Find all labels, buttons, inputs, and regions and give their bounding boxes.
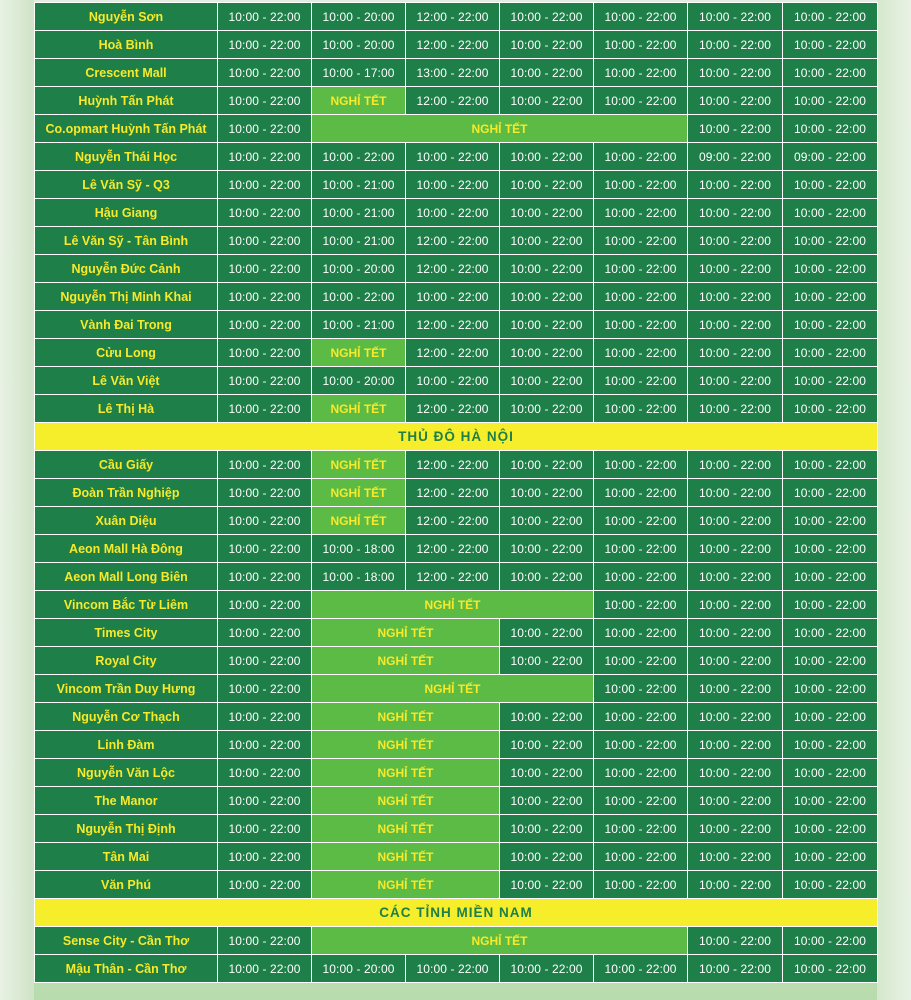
hours-cell: 10:00 - 22:00 xyxy=(783,871,878,899)
store-name: Aeon Mall Long Biên xyxy=(35,563,218,591)
store-row xyxy=(35,675,878,703)
hours-cell: 10:00 - 22:00 xyxy=(500,787,594,815)
hours-cell: 10:00 - 17:00 xyxy=(312,59,406,87)
store-name: Xuân Diệu xyxy=(35,507,218,535)
hours-cell: 10:00 - 22:00 xyxy=(594,227,688,255)
hours-cell: 10:00 - 22:00 xyxy=(783,843,878,871)
hours-cell: 10:00 - 22:00 xyxy=(500,955,594,983)
hours-cell: 10:00 - 22:00 xyxy=(500,619,594,647)
hours-cell: 10:00 - 22:00 xyxy=(783,367,878,395)
hours-cell: 10:00 - 22:00 xyxy=(218,815,312,843)
hours-cell: 10:00 - 22:00 xyxy=(312,283,406,311)
store-name: Aeon Mall Hà Đông xyxy=(35,535,218,563)
store-name: Nguyễn Thị Minh Khai xyxy=(35,283,218,311)
hours-cell: 10:00 - 22:00 xyxy=(688,675,783,703)
hours-cell: 10:00 - 22:00 xyxy=(688,647,783,675)
store-row xyxy=(35,3,878,31)
hours-cell: 09:00 - 22:00 xyxy=(688,143,783,171)
store-name: Nguyễn Văn Lộc xyxy=(35,759,218,787)
hours-cell: 12:00 - 22:00 xyxy=(406,339,500,367)
hours-cell: 12:00 - 22:00 xyxy=(406,535,500,563)
hours-cell: 10:00 - 22:00 xyxy=(594,59,688,87)
hours-cell: 10:00 - 18:00 xyxy=(312,563,406,591)
hours-cell: 10:00 - 22:00 xyxy=(783,479,878,507)
hours-cell: 10:00 - 22:00 xyxy=(594,339,688,367)
hours-cell: 10:00 - 22:00 xyxy=(218,87,312,115)
hours-cell: 10:00 - 22:00 xyxy=(688,451,783,479)
hours-cell: 10:00 - 22:00 xyxy=(218,199,312,227)
hours-cell: 10:00 - 22:00 xyxy=(688,479,783,507)
hours-cell: 10:00 - 22:00 xyxy=(406,283,500,311)
hours-cell: 10:00 - 22:00 xyxy=(594,31,688,59)
hours-cell: 09:00 - 22:00 xyxy=(783,143,878,171)
hours-cell: 10:00 - 22:00 xyxy=(688,843,783,871)
hours-cell: 10:00 - 22:00 xyxy=(783,703,878,731)
store-name: Lê Văn Sỹ - Q3 xyxy=(35,171,218,199)
store-name: Nguyễn Cơ Thạch xyxy=(35,703,218,731)
closed-cell: NGHỈ TẾT xyxy=(312,87,406,115)
region-header-row xyxy=(35,423,878,451)
hours-cell: 10:00 - 22:00 xyxy=(218,255,312,283)
hours-cell: 10:00 - 22:00 xyxy=(688,199,783,227)
hours-cell: 10:00 - 22:00 xyxy=(594,479,688,507)
hours-cell: 10:00 - 22:00 xyxy=(500,871,594,899)
hours-cell: 10:00 - 22:00 xyxy=(594,871,688,899)
closed-cell: NGHỈ TẾT xyxy=(312,759,500,787)
hours-cell: 10:00 - 22:00 xyxy=(783,3,878,31)
store-row xyxy=(35,395,878,423)
hours-cell: 10:00 - 22:00 xyxy=(594,787,688,815)
store-name: Times City xyxy=(35,619,218,647)
hours-cell: 10:00 - 22:00 xyxy=(406,955,500,983)
hours-cell: 10:00 - 22:00 xyxy=(500,479,594,507)
hours-cell: 10:00 - 22:00 xyxy=(218,339,312,367)
hours-cell: 10:00 - 22:00 xyxy=(218,675,312,703)
store-name: Vành Đai Trong xyxy=(35,311,218,339)
hours-cell: 10:00 - 22:00 xyxy=(500,3,594,31)
hours-cell: 12:00 - 22:00 xyxy=(406,227,500,255)
closed-cell: NGHỈ TẾT xyxy=(312,395,406,423)
hours-cell: 10:00 - 22:00 xyxy=(688,955,783,983)
closed-cell: NGHỈ TẾT xyxy=(312,871,500,899)
hours-cell: 12:00 - 22:00 xyxy=(406,507,500,535)
hours-cell: 10:00 - 22:00 xyxy=(218,591,312,619)
store-row xyxy=(35,927,878,955)
store-name: Linh Đàm xyxy=(35,731,218,759)
store-row xyxy=(35,759,878,787)
hours-cell: 10:00 - 22:00 xyxy=(218,451,312,479)
hours-cell: 10:00 - 22:00 xyxy=(783,591,878,619)
hours-cell: 10:00 - 22:00 xyxy=(218,115,312,143)
hours-cell: 10:00 - 22:00 xyxy=(218,143,312,171)
hours-cell: 10:00 - 22:00 xyxy=(500,283,594,311)
hours-cell: 10:00 - 22:00 xyxy=(688,535,783,563)
hours-cell: 10:00 - 22:00 xyxy=(783,199,878,227)
hours-cell: 10:00 - 22:00 xyxy=(500,759,594,787)
hours-cell: 10:00 - 22:00 xyxy=(218,507,312,535)
store-name: Co.opmart Huỳnh Tấn Phát xyxy=(35,115,218,143)
hours-cell: 10:00 - 22:00 xyxy=(594,143,688,171)
hours-cell: 10:00 - 22:00 xyxy=(500,507,594,535)
hours-cell: 10:00 - 22:00 xyxy=(688,339,783,367)
hours-cell: 10:00 - 22:00 xyxy=(218,479,312,507)
hours-cell: 10:00 - 18:00 xyxy=(312,535,406,563)
store-name: Nguyễn Sơn xyxy=(35,3,218,31)
hours-cell: 10:00 - 22:00 xyxy=(783,115,878,143)
hours-cell: 10:00 - 22:00 xyxy=(500,451,594,479)
hours-cell: 10:00 - 22:00 xyxy=(783,451,878,479)
hours-cell: 10:00 - 22:00 xyxy=(594,395,688,423)
store-row xyxy=(35,87,878,115)
store-row xyxy=(35,311,878,339)
hours-cell: 10:00 - 22:00 xyxy=(594,283,688,311)
hours-cell: 12:00 - 22:00 xyxy=(406,31,500,59)
hours-cell: 10:00 - 22:00 xyxy=(500,143,594,171)
hours-cell: 10:00 - 22:00 xyxy=(218,59,312,87)
hours-cell: 10:00 - 22:00 xyxy=(500,31,594,59)
hours-cell: 10:00 - 22:00 xyxy=(688,283,783,311)
hours-cell: 10:00 - 22:00 xyxy=(218,731,312,759)
store-row xyxy=(35,955,878,983)
hours-cell: 10:00 - 22:00 xyxy=(406,143,500,171)
hours-cell: 10:00 - 22:00 xyxy=(500,731,594,759)
hours-cell: 10:00 - 22:00 xyxy=(783,787,878,815)
hours-cell: 10:00 - 22:00 xyxy=(594,451,688,479)
hours-cell: 10:00 - 22:00 xyxy=(500,59,594,87)
store-name: Mậu Thân - Cần Thơ xyxy=(35,955,218,983)
store-name: Crescent Mall xyxy=(35,59,218,87)
closed-cell: NGHỈ TẾT xyxy=(312,927,688,955)
hours-cell: 10:00 - 22:00 xyxy=(218,367,312,395)
hours-cell: 12:00 - 22:00 xyxy=(406,563,500,591)
hours-cell: 10:00 - 22:00 xyxy=(406,171,500,199)
hours-cell: 10:00 - 22:00 xyxy=(218,3,312,31)
hours-cell: 10:00 - 22:00 xyxy=(594,563,688,591)
hours-cell: 10:00 - 22:00 xyxy=(783,227,878,255)
hours-cell: 10:00 - 22:00 xyxy=(500,843,594,871)
hours-cell: 10:00 - 22:00 xyxy=(688,787,783,815)
hours-cell: 12:00 - 22:00 xyxy=(406,451,500,479)
closed-cell: NGHỈ TẾT xyxy=(312,619,500,647)
hours-cell: 10:00 - 21:00 xyxy=(312,199,406,227)
hours-cell: 12:00 - 22:00 xyxy=(406,395,500,423)
closed-cell: NGHỈ TẾT xyxy=(312,703,500,731)
hours-cell: 10:00 - 22:00 xyxy=(688,731,783,759)
hours-cell: 10:00 - 22:00 xyxy=(594,535,688,563)
closed-cell: NGHỈ TẾT xyxy=(312,731,500,759)
store-row xyxy=(35,143,878,171)
hours-cell: 12:00 - 22:00 xyxy=(406,87,500,115)
hours-cell: 10:00 - 22:00 xyxy=(688,703,783,731)
hours-cell: 10:00 - 22:00 xyxy=(218,787,312,815)
hours-cell: 10:00 - 20:00 xyxy=(312,3,406,31)
hours-cell: 10:00 - 22:00 xyxy=(688,871,783,899)
store-name: Đoàn Trần Nghiệp xyxy=(35,479,218,507)
hours-cell: 10:00 - 22:00 xyxy=(312,143,406,171)
hours-cell: 10:00 - 22:00 xyxy=(500,703,594,731)
hours-cell: 10:00 - 22:00 xyxy=(594,199,688,227)
hours-cell: 10:00 - 22:00 xyxy=(218,647,312,675)
hours-cell: 10:00 - 22:00 xyxy=(218,535,312,563)
hours-cell: 10:00 - 22:00 xyxy=(783,731,878,759)
closed-cell: NGHỈ TẾT xyxy=(312,675,594,703)
hours-cell: 10:00 - 22:00 xyxy=(688,759,783,787)
closed-cell: NGHỈ TẾT xyxy=(312,815,500,843)
hours-cell: 10:00 - 22:00 xyxy=(218,619,312,647)
store-row xyxy=(35,619,878,647)
hours-cell: 10:00 - 22:00 xyxy=(594,3,688,31)
store-row xyxy=(35,59,878,87)
hours-cell: 10:00 - 22:00 xyxy=(594,87,688,115)
hours-cell: 10:00 - 22:00 xyxy=(500,87,594,115)
store-name: Văn Phú xyxy=(35,871,218,899)
hours-cell: 10:00 - 22:00 xyxy=(783,59,878,87)
store-name: Tân Mai xyxy=(35,843,218,871)
hours-cell: 10:00 - 22:00 xyxy=(783,339,878,367)
store-row xyxy=(35,199,878,227)
store-name: Lê Thị Hà xyxy=(35,395,218,423)
store-row xyxy=(35,563,878,591)
hours-cell: 10:00 - 22:00 xyxy=(688,507,783,535)
store-row xyxy=(35,31,878,59)
hours-cell: 10:00 - 22:00 xyxy=(783,955,878,983)
hours-cell: 10:00 - 22:00 xyxy=(594,591,688,619)
store-name: Vincom Trần Duy Hưng xyxy=(35,675,218,703)
hours-cell: 12:00 - 22:00 xyxy=(406,311,500,339)
store-name: Cửu Long xyxy=(35,339,218,367)
hours-cell: 10:00 - 22:00 xyxy=(500,339,594,367)
store-hours-body xyxy=(35,3,878,983)
hours-cell: 10:00 - 22:00 xyxy=(500,647,594,675)
hours-cell: 10:00 - 22:00 xyxy=(594,647,688,675)
hours-cell: 10:00 - 22:00 xyxy=(783,171,878,199)
hours-cell: 10:00 - 22:00 xyxy=(406,367,500,395)
hours-cell: 10:00 - 22:00 xyxy=(594,311,688,339)
hours-cell: 10:00 - 22:00 xyxy=(500,563,594,591)
hours-cell: 10:00 - 22:00 xyxy=(500,227,594,255)
hours-cell: 10:00 - 22:00 xyxy=(594,171,688,199)
hours-cell: 10:00 - 22:00 xyxy=(594,955,688,983)
store-hours-table xyxy=(34,2,878,983)
hours-cell: 10:00 - 22:00 xyxy=(218,843,312,871)
hours-cell: 10:00 - 22:00 xyxy=(688,395,783,423)
store-row xyxy=(35,731,878,759)
closed-cell: NGHỈ TẾT xyxy=(312,479,406,507)
closed-cell: NGHỈ TẾT xyxy=(312,507,406,535)
hours-cell: 10:00 - 22:00 xyxy=(218,171,312,199)
hours-cell: 13:00 - 22:00 xyxy=(406,59,500,87)
region-title: CÁC TỈNH MIỀN NAM xyxy=(35,899,878,927)
store-name: Cầu Giấy xyxy=(35,451,218,479)
hours-cell: 10:00 - 22:00 xyxy=(783,507,878,535)
store-name: Huỳnh Tấn Phát xyxy=(35,87,218,115)
hours-cell: 10:00 - 21:00 xyxy=(312,227,406,255)
hours-cell: 10:00 - 22:00 xyxy=(594,759,688,787)
background-left-edge xyxy=(0,0,34,1000)
hours-cell: 10:00 - 22:00 xyxy=(218,927,312,955)
hours-cell: 10:00 - 22:00 xyxy=(688,619,783,647)
hours-cell: 10:00 - 22:00 xyxy=(406,199,500,227)
hours-cell: 10:00 - 22:00 xyxy=(500,255,594,283)
hours-cell: 10:00 - 22:00 xyxy=(688,115,783,143)
store-name: Hoà Bình xyxy=(35,31,218,59)
hours-cell: 10:00 - 22:00 xyxy=(594,507,688,535)
hours-cell: 10:00 - 22:00 xyxy=(783,31,878,59)
closed-cell: NGHỈ TẾT xyxy=(312,115,688,143)
hours-cell: 10:00 - 22:00 xyxy=(500,199,594,227)
hours-cell: 10:00 - 22:00 xyxy=(688,591,783,619)
hours-cell: 10:00 - 22:00 xyxy=(688,59,783,87)
closed-cell: NGHỈ TẾT xyxy=(312,843,500,871)
hours-cell: 10:00 - 22:00 xyxy=(688,367,783,395)
hours-cell: 10:00 - 22:00 xyxy=(218,759,312,787)
hours-cell: 10:00 - 22:00 xyxy=(783,647,878,675)
closed-cell: NGHỈ TẾT xyxy=(312,647,500,675)
region-title: THỦ ĐÔ HÀ NỘI xyxy=(35,423,878,451)
hours-cell: 10:00 - 20:00 xyxy=(312,955,406,983)
hours-cell: 10:00 - 22:00 xyxy=(783,87,878,115)
hours-cell: 10:00 - 21:00 xyxy=(312,171,406,199)
hours-cell: 12:00 - 22:00 xyxy=(406,479,500,507)
hours-cell: 10:00 - 22:00 xyxy=(688,87,783,115)
hours-cell: 10:00 - 22:00 xyxy=(688,311,783,339)
hours-cell: 10:00 - 20:00 xyxy=(312,367,406,395)
hours-cell: 10:00 - 22:00 xyxy=(688,927,783,955)
store-row xyxy=(35,703,878,731)
hours-cell: 10:00 - 22:00 xyxy=(688,171,783,199)
store-name: Lê Văn Việt xyxy=(35,367,218,395)
store-row xyxy=(35,227,878,255)
store-name: Nguyễn Thái Học xyxy=(35,143,218,171)
store-name: Vincom Bắc Từ Liêm xyxy=(35,591,218,619)
store-row xyxy=(35,815,878,843)
hours-cell: 10:00 - 22:00 xyxy=(783,283,878,311)
hours-cell: 12:00 - 22:00 xyxy=(406,3,500,31)
hours-cell: 10:00 - 22:00 xyxy=(783,255,878,283)
store-name: Nguyễn Thị Định xyxy=(35,815,218,843)
hours-cell: 10:00 - 20:00 xyxy=(312,255,406,283)
store-name: Sense City - Cần Thơ xyxy=(35,927,218,955)
hours-cell: 10:00 - 22:00 xyxy=(500,815,594,843)
store-row xyxy=(35,283,878,311)
hours-cell: 10:00 - 22:00 xyxy=(594,731,688,759)
hours-cell: 10:00 - 22:00 xyxy=(688,815,783,843)
store-row xyxy=(35,451,878,479)
store-row xyxy=(35,339,878,367)
hours-cell: 10:00 - 22:00 xyxy=(688,255,783,283)
store-row xyxy=(35,535,878,563)
store-row xyxy=(35,647,878,675)
hours-cell: 10:00 - 22:00 xyxy=(783,395,878,423)
closed-cell: NGHỈ TẾT xyxy=(312,591,594,619)
background-right-edge xyxy=(877,0,911,1000)
store-name: Lê Văn Sỹ - Tân Bình xyxy=(35,227,218,255)
store-name: Nguyễn Đức Cảnh xyxy=(35,255,218,283)
hours-cell: 10:00 - 22:00 xyxy=(218,955,312,983)
hours-cell: 10:00 - 22:00 xyxy=(783,815,878,843)
store-row xyxy=(35,591,878,619)
hours-cell: 10:00 - 22:00 xyxy=(594,675,688,703)
store-row xyxy=(35,843,878,871)
hours-cell: 10:00 - 21:00 xyxy=(312,311,406,339)
hours-cell: 10:00 - 22:00 xyxy=(783,927,878,955)
hours-cell: 10:00 - 22:00 xyxy=(783,759,878,787)
hours-cell: 10:00 - 22:00 xyxy=(500,535,594,563)
hours-cell: 10:00 - 22:00 xyxy=(783,535,878,563)
closed-cell: NGHỈ TẾT xyxy=(312,339,406,367)
store-row xyxy=(35,367,878,395)
hours-cell: 10:00 - 22:00 xyxy=(783,675,878,703)
hours-cell: 10:00 - 22:00 xyxy=(594,703,688,731)
store-row xyxy=(35,787,878,815)
hours-cell: 10:00 - 22:00 xyxy=(594,815,688,843)
hours-cell: 10:00 - 22:00 xyxy=(218,31,312,59)
hours-cell: 12:00 - 22:00 xyxy=(406,255,500,283)
hours-cell: 10:00 - 22:00 xyxy=(594,255,688,283)
store-row xyxy=(35,171,878,199)
hours-cell: 10:00 - 22:00 xyxy=(500,171,594,199)
store-name: Royal City xyxy=(35,647,218,675)
store-row xyxy=(35,255,878,283)
hours-cell: 10:00 - 22:00 xyxy=(500,395,594,423)
hours-cell: 10:00 - 22:00 xyxy=(783,311,878,339)
hours-cell: 10:00 - 22:00 xyxy=(218,703,312,731)
hours-cell: 10:00 - 22:00 xyxy=(218,283,312,311)
hours-cell: 10:00 - 22:00 xyxy=(218,871,312,899)
hours-cell: 10:00 - 22:00 xyxy=(783,563,878,591)
store-name: The Manor xyxy=(35,787,218,815)
hours-cell: 10:00 - 22:00 xyxy=(783,619,878,647)
store-name: Hậu Giang xyxy=(35,199,218,227)
hours-cell: 10:00 - 22:00 xyxy=(594,619,688,647)
store-row xyxy=(35,507,878,535)
store-row xyxy=(35,115,878,143)
hours-cell: 10:00 - 22:00 xyxy=(218,395,312,423)
hours-cell: 10:00 - 22:00 xyxy=(500,311,594,339)
closed-cell: NGHỈ TẾT xyxy=(312,451,406,479)
hours-cell: 10:00 - 22:00 xyxy=(688,31,783,59)
hours-cell: 10:00 - 22:00 xyxy=(688,227,783,255)
store-row xyxy=(35,479,878,507)
hours-cell: 10:00 - 22:00 xyxy=(594,843,688,871)
hours-cell: 10:00 - 22:00 xyxy=(500,367,594,395)
hours-cell: 10:00 - 22:00 xyxy=(688,563,783,591)
closed-cell: NGHỈ TẾT xyxy=(312,787,500,815)
hours-cell: 10:00 - 20:00 xyxy=(312,31,406,59)
region-header-row xyxy=(35,899,878,927)
hours-cell: 10:00 - 22:00 xyxy=(218,227,312,255)
store-row xyxy=(35,871,878,899)
hours-cell: 10:00 - 22:00 xyxy=(218,563,312,591)
hours-cell: 10:00 - 22:00 xyxy=(218,311,312,339)
hours-cell: 10:00 - 22:00 xyxy=(594,367,688,395)
hours-cell: 10:00 - 22:00 xyxy=(688,3,783,31)
